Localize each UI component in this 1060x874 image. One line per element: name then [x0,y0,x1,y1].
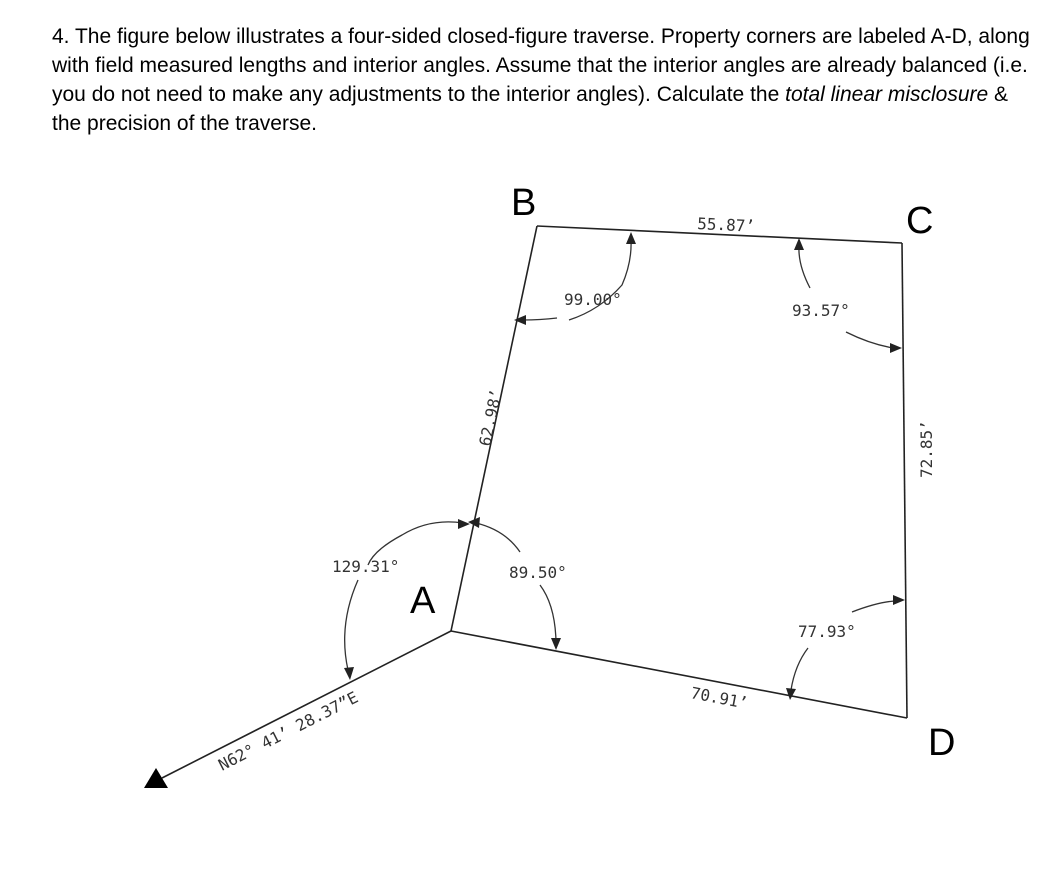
angle-arrow-B-top [626,232,636,244]
question-tail: & the precision of the traverse. [52,83,1009,135]
angle-arc-D-right [852,601,895,612]
question-emphasis: total linear misclosure [785,83,989,106]
reference-triangle-icon [144,768,168,788]
question-number: 4. [52,25,70,48]
angle-label-A-interior: 89.50° [509,563,567,582]
bearing-line [162,631,451,778]
length-label-CD: 72.85’ [917,420,936,478]
angle-label-D: 77.93° [798,622,856,641]
bearing-label: N62° 41’ 28.37”E [215,687,362,775]
corner-label-A: A [410,580,436,622]
angle-arrow-A-interior-bottom [551,638,561,650]
angle-arc-A-exterior-bottom [345,580,358,670]
edge-DA [451,631,907,718]
angle-label-A-exterior: 129.31° [332,557,400,576]
angle-arrow-C-top [794,238,804,250]
length-label-AB: 62.98’ [475,387,506,448]
length-label-DA: 70.91’ [689,683,750,713]
angle-arrow-A-exterior-bottom [344,667,354,680]
angle-label-B: 99.00° [564,290,622,309]
angle-arc-A-interior-top [476,523,520,552]
angle-label-C: 93.57° [792,301,850,320]
angle-arc-B-left [523,318,557,320]
angle-arc-C-right [846,332,893,348]
edge-CD [902,243,907,718]
angle-arrow-D-bottom [786,688,796,700]
angle-arrow-D-right [893,595,905,605]
corner-label-C: C [906,200,934,242]
corner-label-D: D [928,722,956,764]
angle-arc-A-interior-bottom [540,585,556,641]
angle-arc-C-top [799,246,810,288]
length-label-BC: 55.87’ [696,214,756,236]
corner-label-B: B [511,182,537,224]
angle-arc-D-bottom [791,648,808,690]
question-body: The figure below illustrates a four-sided closed-figure traverse. Property corners are labeled A-D, along with field measured lengths and interior angles. Assume that the interior angles are already balanced (i.e. you do not need to make any adjustments to the interior angles). Calculate the [52,25,1030,106]
angle-arrow-A-exterior-top [458,519,470,529]
angle-arrow-C-right [890,343,902,353]
